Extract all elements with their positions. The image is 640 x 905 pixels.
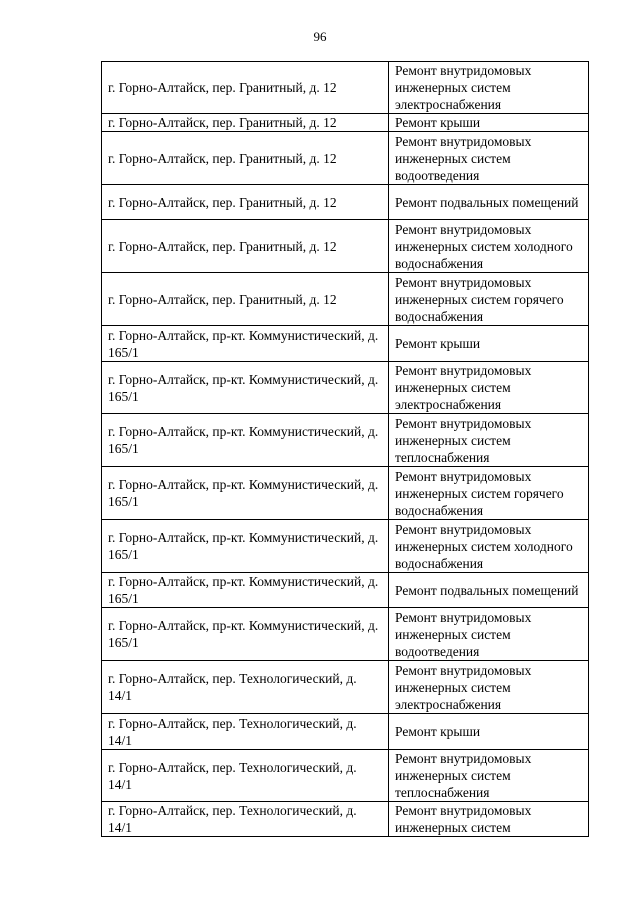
works-table-body: [102, 62, 589, 837]
work-type-text: Ремонт внутридомовых инженерных систем электроснабжения: [395, 662, 532, 712]
address-cell: [102, 520, 389, 573]
table-row: [102, 608, 589, 661]
address-text: г. Горно-Алтайск, пер. Гранитный, д. 12: [108, 80, 337, 95]
work-type-cell: [389, 608, 589, 661]
address-cell: [102, 132, 389, 185]
table-row: [102, 520, 589, 573]
address-text: г. Горно-Алтайск, пер. Технологический, д. 14/1: [108, 759, 357, 792]
page-number: 96: [313, 29, 327, 44]
address-text: г. Горно-Алтайск, пр-кт. Коммунистический, д. 165/1: [108, 477, 379, 509]
work-type-cell: [389, 414, 589, 467]
work-type-text: Ремонт внутридомовых инженерных систем водоотведения: [395, 133, 532, 183]
works-table: [101, 61, 589, 837]
work-type-cell: [389, 273, 589, 326]
work-type-cell: [389, 467, 589, 520]
work-type-text: Ремонт крыши: [395, 115, 481, 130]
address-cell: [102, 714, 389, 750]
table-row: [102, 661, 589, 714]
address-text: г. Горно-Алтайск, пер. Технологический, д. 14/1: [108, 671, 357, 703]
address-text: г. Горно-Алтайск, пр-кт. Коммунистический, д. 165/1: [108, 574, 379, 606]
address-cell: [102, 220, 389, 273]
address-cell: [102, 62, 389, 114]
table-row: [102, 802, 589, 837]
address-cell: [102, 802, 389, 837]
address-text: г. Горно-Алтайск, пр-кт. Коммунистический, д. 165/1: [108, 530, 379, 562]
work-type-text: Ремонт внутридомовых инженерных систем холодного водоснабжения: [395, 521, 573, 571]
address-cell: [102, 608, 389, 661]
address-cell: [102, 273, 389, 326]
table-row: [102, 467, 589, 520]
table-row: [102, 573, 589, 608]
address-text: г. Горно-Алтайск, пер. Гранитный, д. 12: [108, 291, 337, 307]
work-type-cell: [389, 802, 589, 837]
address-text: г. Горно-Алтайск, пер. Технологический, д. 14/1: [108, 803, 357, 835]
address-cell: [102, 661, 389, 714]
work-type-cell: [389, 132, 589, 185]
address-cell: [102, 750, 389, 802]
address-text: г. Горно-Алтайск, пер. Гранитный, д. 12: [108, 150, 337, 166]
address-cell: [102, 326, 389, 362]
table-row: [102, 326, 589, 362]
table-row: [102, 132, 589, 185]
address-cell: [102, 573, 389, 608]
table-row: [102, 273, 589, 326]
address-text: г. Горно-Алтайск, пр-кт. Коммунистический, д. 165/1: [108, 424, 379, 456]
work-type-cell: [389, 220, 589, 273]
table-row: [102, 750, 589, 802]
work-type-text: Ремонт внутридомовых инженерных систем электроснабжения: [395, 363, 532, 412]
address-cell: [102, 467, 389, 520]
table-row: [102, 62, 589, 114]
table-row: [102, 362, 589, 414]
address-text: г. Горно-Алтайск, пер. Гранитный, д. 12: [108, 194, 337, 210]
work-type-cell: [389, 62, 589, 114]
table-row: [102, 220, 589, 273]
address-text: г. Горно-Алтайск, пер. Гранитный, д. 12: [108, 115, 337, 130]
work-type-text: Ремонт внутридомовых инженерных систем: [395, 803, 532, 835]
work-type-cell: [389, 326, 589, 362]
table-row: [102, 185, 589, 220]
address-text: г. Горно-Алтайск, пр-кт. Коммунистический, д. 165/1: [108, 371, 379, 404]
address-text: г. Горно-Алтайск, пр-кт. Коммунистический, д. 165/1: [108, 618, 379, 650]
work-type-text: Ремонт внутридомовых инженерных систем водоотведения: [395, 609, 532, 659]
work-type-cell: [389, 362, 589, 414]
address-text: г. Горно-Алтайск, пер. Гранитный, д. 12: [108, 238, 337, 254]
address-cell: [102, 185, 389, 220]
work-type-cell: [389, 114, 589, 132]
work-type-cell: [389, 573, 589, 608]
address-text: г. Горно-Алтайск, пр-кт. Коммунистический, д. 165/1: [108, 327, 379, 360]
work-type-text: Ремонт крыши: [395, 336, 481, 351]
work-type-text: Ремонт подвальных помещений: [395, 194, 579, 210]
work-type-cell: [389, 661, 589, 714]
table-row: [102, 714, 589, 750]
work-type-text: Ремонт внутридомовых инженерных систем горячего водоснабжения: [395, 274, 564, 324]
work-type-cell: [389, 520, 589, 573]
work-type-text: Ремонт крыши: [395, 724, 481, 739]
work-type-cell: [389, 185, 589, 220]
work-type-cell: [389, 750, 589, 802]
address-cell: [102, 414, 389, 467]
address-cell: [102, 114, 389, 132]
table-row: [102, 414, 589, 467]
work-type-text: Ремонт внутридомовых инженерных систем холодного водоснабжения: [395, 221, 573, 271]
table-row: [102, 114, 589, 132]
work-type-text: Ремонт внутридомовых инженерных систем электроснабжения: [395, 63, 532, 112]
work-type-text: Ремонт внутридомовых инженерных систем теплоснабжения: [395, 751, 532, 800]
work-type-text: Ремонт подвальных помещений: [395, 582, 579, 598]
address-cell: [102, 362, 389, 414]
work-type-text: Ремонт внутридомовых инженерных систем горячего водоснабжения: [395, 468, 564, 518]
work-type-text: Ремонт внутридомовых инженерных систем теплоснабжения: [395, 415, 532, 465]
work-type-cell: [389, 714, 589, 750]
address-text: г. Горно-Алтайск, пер. Технологический, д. 14/1: [108, 715, 357, 748]
